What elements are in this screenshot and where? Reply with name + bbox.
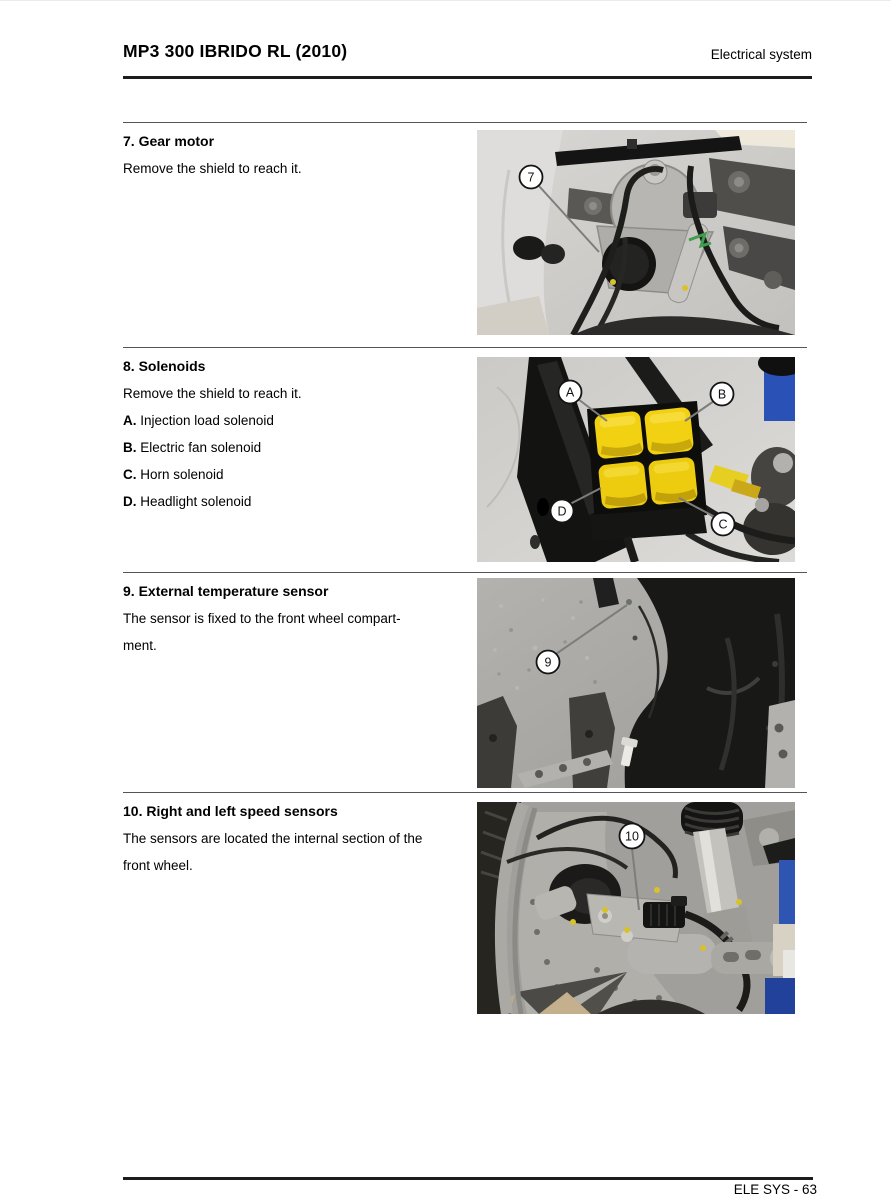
- body-line: The sensors are located the internal section of the: [123, 831, 423, 846]
- footer-page-ref: ELE SYS - 63: [733, 1182, 817, 1197]
- section-text: [123, 578, 475, 659]
- legend-item-a: A. Injection load solenoid: [123, 413, 274, 428]
- svg-text:C: C: [718, 517, 728, 532]
- section-text: [123, 798, 475, 879]
- svg-text:B: B: [717, 387, 727, 402]
- gear-motor-illustration: [477, 130, 795, 335]
- section-heading: 10. Right and left speed sensors: [123, 803, 338, 819]
- svg-text:A: A: [565, 385, 575, 400]
- header-rule: [123, 76, 812, 79]
- svg-text:7: 7: [527, 170, 535, 185]
- footer-rule: [123, 1177, 813, 1180]
- section-heading: 7. Gear motor: [123, 133, 215, 149]
- gear-motor-photo: [477, 130, 795, 335]
- body-line: Remove the shield to reach it.: [123, 161, 302, 176]
- legend-item-b: B. Electric fan solenoid: [123, 440, 262, 455]
- svg-text:D: D: [557, 504, 567, 519]
- temperature-sensor-illustration: [477, 578, 795, 788]
- section-heading: 9. External temperature sensor: [123, 583, 329, 599]
- section-text: [123, 353, 475, 515]
- speed-sensors-photo: [477, 802, 795, 1014]
- body-line: ment.: [123, 638, 157, 653]
- chapter-label: Electrical system: [710, 47, 812, 62]
- section-solenoids: [123, 347, 807, 573]
- body-line: Remove the shield to reach it.: [123, 386, 302, 401]
- section-text: [123, 128, 475, 182]
- speed-sensors-illustration: [477, 802, 795, 1014]
- body-line: The sensor is fixed to the front wheel compart-: [123, 611, 401, 626]
- svg-text:9: 9: [544, 655, 552, 670]
- body-line: front wheel.: [123, 858, 193, 873]
- page-title: MP3 300 IBRIDO RL (2010): [123, 41, 348, 61]
- section-gear-motor: [123, 122, 807, 348]
- solenoids-photo: [477, 357, 795, 562]
- temperature-sensor-photo: [477, 578, 795, 788]
- svg-text:10: 10: [625, 829, 639, 844]
- section-heading: 8. Solenoids: [123, 358, 206, 374]
- section-external-temperature-sensor: [123, 572, 807, 793]
- legend-item-c: C. Horn solenoid: [123, 467, 224, 482]
- section-speed-sensors: [123, 792, 807, 1024]
- legend-item-d: D. Headlight solenoid: [123, 494, 252, 509]
- solenoids-illustration: [477, 357, 795, 562]
